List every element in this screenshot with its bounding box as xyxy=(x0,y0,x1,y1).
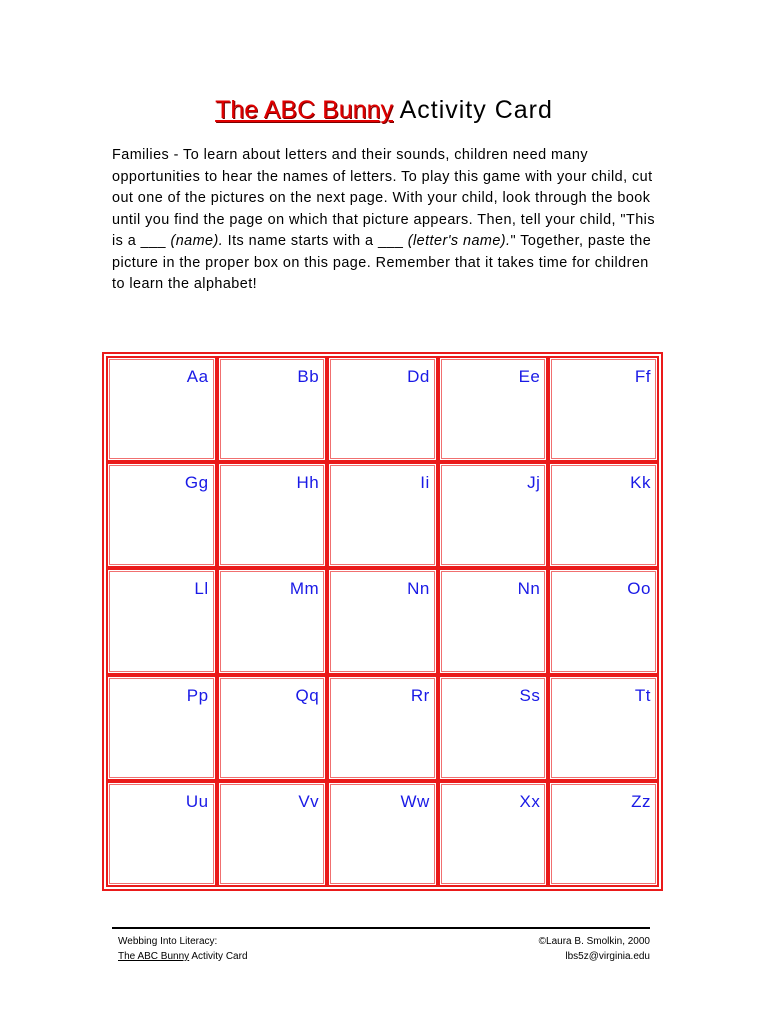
letter-cell xyxy=(438,462,549,568)
letter-label: Uu xyxy=(185,791,209,811)
letter-label: Pp xyxy=(186,685,209,705)
letter-label: Ww xyxy=(400,791,430,811)
letter-label: Xx xyxy=(519,791,541,811)
intro-text-2: Its name starts with a ___ xyxy=(223,233,408,249)
copyright-text: ©Laura B. Smolkin, 2000 xyxy=(538,936,650,947)
letter-cell xyxy=(217,781,328,887)
footer-card-name xyxy=(118,949,248,964)
alphabet-grid xyxy=(102,352,663,891)
letter-cell xyxy=(438,356,549,462)
letter-label: Rr xyxy=(410,685,430,705)
footer-copyright xyxy=(539,934,650,964)
footer-credit xyxy=(118,934,248,964)
letter-cell xyxy=(548,356,659,462)
letter-cell xyxy=(106,781,217,887)
footer-divider xyxy=(112,927,650,929)
letter-cell xyxy=(327,462,438,568)
letter-label: Oo xyxy=(627,579,651,599)
footer-card-suffix: Activity Card xyxy=(189,951,248,962)
letter-cell xyxy=(217,356,328,462)
letter-cell xyxy=(217,462,328,568)
letter-label: Kk xyxy=(630,473,651,493)
letter-label: Nn xyxy=(517,579,541,599)
title-book-name: The ABC Bunny xyxy=(215,96,393,124)
letter-label: Ll xyxy=(194,579,209,599)
intro-text-1: Families - To learn about letters and their sounds, children need many opportunities to hear the names of letters. To play this game with your child, cut out one of the pictures on the next page. With your child, look through the book until you find the page on which that picture appears. Then, tell your child, "This is a ___ xyxy=(112,147,655,249)
letter-label: Nn xyxy=(407,579,430,599)
letter-cell xyxy=(438,675,549,781)
letter-cell xyxy=(217,568,328,674)
letter-cell xyxy=(327,675,438,781)
letter-label: Bb xyxy=(297,367,320,386)
letter-cell xyxy=(327,356,438,462)
letter-cell xyxy=(548,568,659,674)
letter-label: Ss xyxy=(519,685,541,705)
title-rest: Activity Card xyxy=(399,96,553,124)
letter-label: Mm xyxy=(289,579,320,599)
letter-label: Aa xyxy=(186,367,209,386)
letter-cell xyxy=(106,675,217,781)
letter-cell xyxy=(548,675,659,781)
letter-label: Qq xyxy=(295,685,320,705)
letter-label: Hh xyxy=(296,473,320,493)
letter-label: Vv xyxy=(298,791,320,811)
letter-label: Ii xyxy=(420,473,430,493)
intro-text-3: " Together, paste the picture in the proper box on this page. Remember that it takes time for children to learn the alphabet! xyxy=(112,233,652,292)
letter-label: Ee xyxy=(518,367,541,386)
instructions-paragraph xyxy=(112,145,660,296)
letter-label: Ff xyxy=(634,367,651,386)
letter-cell xyxy=(438,568,549,674)
letter-cell xyxy=(106,568,217,674)
letter-label: Zz xyxy=(631,791,651,811)
footer-book-title: The ABC Bunny xyxy=(118,951,190,962)
letter-label: Gg xyxy=(184,473,209,493)
letter-cell xyxy=(548,781,659,887)
letter-cell xyxy=(327,781,438,887)
letter-cell xyxy=(217,675,328,781)
letter-label: Dd xyxy=(407,367,430,386)
footer-series: Webbing Into Literacy: xyxy=(118,936,218,947)
letter-cell xyxy=(548,462,659,568)
author-email[interactable]: lbs5z@virginia.edu xyxy=(565,951,650,962)
letter-cell xyxy=(327,568,438,674)
intro-italic-name: (name). xyxy=(170,233,224,249)
letter-label: Tt xyxy=(634,685,651,705)
page-title xyxy=(0,96,768,125)
letter-cell xyxy=(106,356,217,462)
intro-italic-letter: (letter's name). xyxy=(407,233,511,249)
letter-cell xyxy=(106,462,217,568)
letter-label: Jj xyxy=(527,473,541,493)
letter-cell xyxy=(438,781,549,887)
